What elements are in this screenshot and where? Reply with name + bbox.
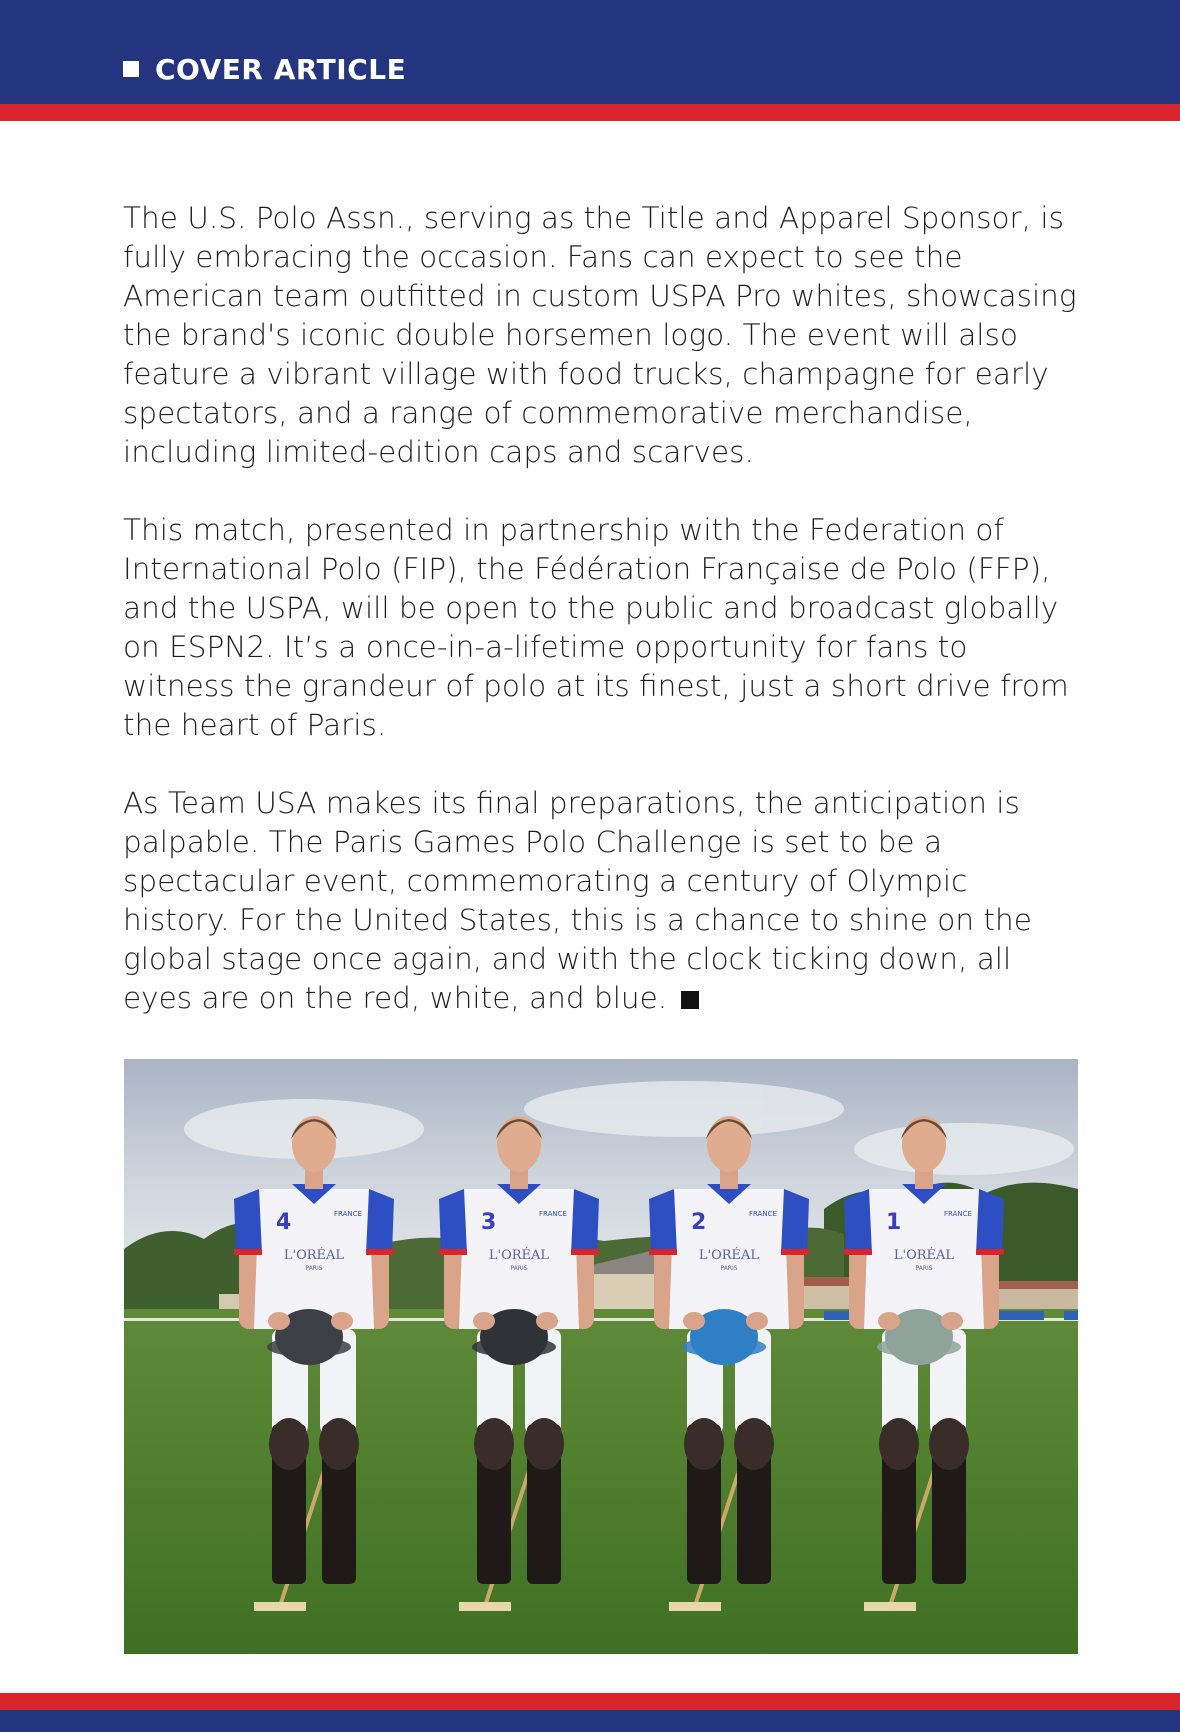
- head: [707, 1116, 751, 1172]
- paragraph-1: The U.S. Polo Assn., serving as the Title and Apparel Sponsor, is fully embracing the occasion. Fans can expect to see the American team outfitted in custom USPA Pro whites, showcasing the brand's iconic double horsemen logo. The event will also feature a vibrant village with food trucks, champagne for early spectators, and a range of commemorative merchandise, including limited-edition caps and scarves.: [123, 201, 1077, 469]
- mallet-head: [459, 1602, 511, 1611]
- paragraph-3-text: As Team USA makes its final preparations, the anticipation is palpable. The Paris Games Polo Challenge is set to be a spectacular event, commemorating a century of Olympic history. For the United States, this is a chance to shine on the global stage once again, and with the clock ticking down, all eyes are on the red, white, and blue.: [123, 786, 1032, 1015]
- square-bullet-icon: [123, 61, 139, 77]
- jersey-sponsor-sub: PARIS: [305, 1265, 323, 1272]
- jersey-sponsor: L'ORÉAL: [893, 1248, 955, 1263]
- jersey-number: 4: [276, 1210, 292, 1235]
- footer-red-stripe: [0, 1693, 1180, 1710]
- paragraph-3: [123, 784, 1083, 1018]
- paragraph-2: This match, presented in partnership with the Federation of International Polo (FIP), the Fédération Française de Polo (FFP), and the USPA, will be open to the public and broadcast globally on ESPN2. It’s a once-in-a-lifetime opportunity for fans to witness the grandeur of polo at its finest, just a short drive from the heart of Paris.: [123, 513, 1069, 742]
- jersey-crest: FRANCE: [334, 1210, 362, 1218]
- footer-band: [0, 1710, 1180, 1732]
- section-label-text: COVER ARTICLE: [155, 52, 407, 86]
- mallet-head: [254, 1602, 306, 1611]
- mallet-head: [864, 1602, 916, 1611]
- head: [902, 1116, 946, 1172]
- jersey-sponsor-sub: PARIS: [510, 1265, 528, 1272]
- mallet-head: [669, 1602, 721, 1611]
- section-label: [123, 50, 406, 88]
- team-photo: [124, 1059, 1078, 1654]
- header-red-stripe: [0, 104, 1180, 121]
- end-of-article-icon: [681, 991, 699, 1009]
- jersey-sponsor: L'ORÉAL: [488, 1248, 550, 1263]
- jersey-number: 1: [886, 1210, 902, 1235]
- head: [292, 1116, 336, 1172]
- jersey-crest: FRANCE: [539, 1210, 567, 1218]
- jersey-number: 3: [481, 1210, 497, 1235]
- article-body: [123, 199, 1083, 1057]
- jersey-number: 2: [691, 1210, 707, 1235]
- jersey-crest: FRANCE: [749, 1210, 777, 1218]
- jersey-crest: FRANCE: [944, 1210, 972, 1218]
- jersey-sponsor: L'ORÉAL: [283, 1248, 345, 1263]
- jersey-sponsor: L'ORÉAL: [698, 1248, 760, 1263]
- jersey-sponsor-sub: PARIS: [915, 1265, 933, 1272]
- jersey-sponsor-sub: PARIS: [720, 1265, 738, 1272]
- head: [497, 1116, 541, 1172]
